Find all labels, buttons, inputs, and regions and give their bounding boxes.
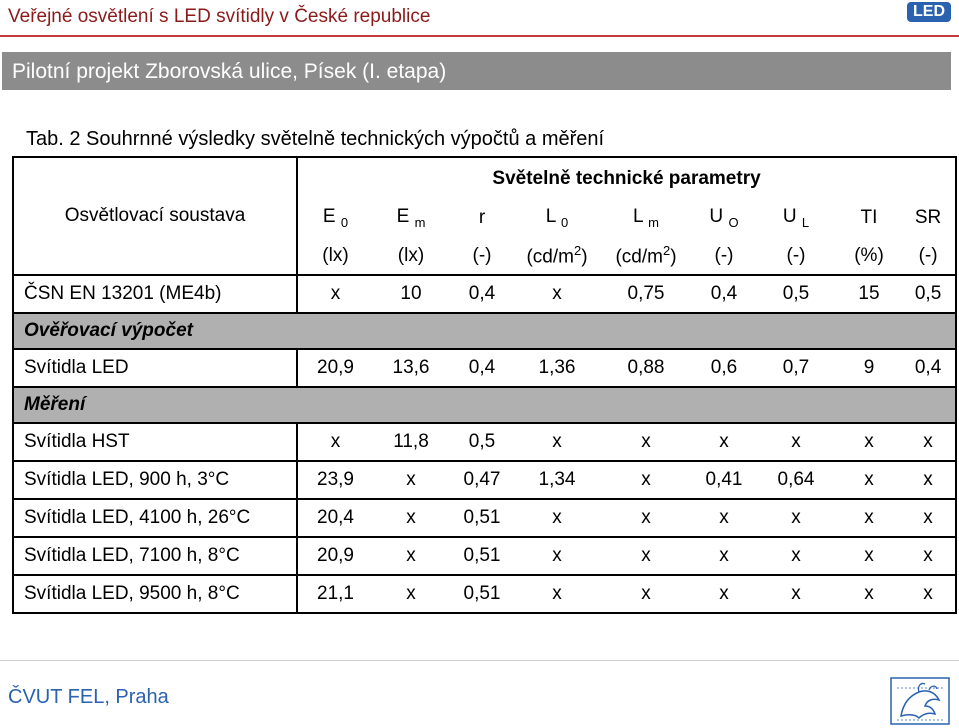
param-header-cell (297, 199, 373, 237)
footer-text: ČVUT FEL, Praha (8, 686, 169, 708)
unit-text: (-) (786, 244, 806, 266)
table-cell: x (837, 575, 901, 613)
table-row (13, 349, 956, 387)
unit-header-cell (515, 237, 599, 275)
table-cell: x (837, 499, 901, 537)
table-row (13, 461, 956, 499)
table-cell: x (901, 423, 956, 461)
table-cell: 0,75 (599, 275, 693, 313)
table-row (13, 537, 956, 575)
table-cell: 20,4 (297, 499, 373, 537)
unit-header-cell (599, 237, 693, 275)
table-cell: x (693, 537, 755, 575)
param-symbol: L (633, 206, 643, 228)
section-label: Měření (13, 387, 956, 423)
table-cell: 0,88 (599, 349, 693, 387)
table-cell: x (755, 575, 837, 613)
table-cell: x (901, 537, 956, 575)
cvut-lion-logo-icon (889, 676, 951, 726)
unit-superscript: 2 (662, 242, 671, 258)
table-cell: 23,9 (297, 461, 373, 499)
param-subscript: O (728, 214, 739, 230)
param-header-cell (449, 199, 515, 237)
results-table-wrapper (12, 156, 955, 614)
row-label: Svítidla LED, 900 h, 3°C (13, 461, 297, 499)
table-cell: 0,51 (449, 499, 515, 537)
param-header-cell (755, 199, 837, 237)
unit-text: (-) (472, 244, 492, 266)
table-cell: 0,4 (449, 349, 515, 387)
slide-title-banner (2, 52, 951, 90)
param-header-cell (515, 199, 599, 237)
param-subscript: m (648, 214, 659, 230)
table-row (13, 275, 956, 313)
table-cell: 0,5 (901, 275, 956, 313)
param-symbol: U (709, 206, 724, 228)
page-header-title: Veřejné osvětlení s LED svítidly v České republice (8, 6, 431, 27)
table-cell: x (599, 537, 693, 575)
unit-header-cell (693, 237, 755, 275)
unit-text-suffix: ) (670, 246, 677, 268)
table-cell: x (515, 423, 599, 461)
unit-header-cell (297, 237, 373, 275)
table-cell: 0,5 (449, 423, 515, 461)
param-symbol: L (545, 206, 556, 228)
results-table-body (13, 157, 956, 613)
unit-text-suffix: ) (581, 246, 588, 268)
row-label: ČSN EN 13201 (ME4b) (13, 275, 297, 313)
table-cell: x (515, 275, 599, 313)
unit-header-cell (837, 237, 901, 275)
table-cell: x (599, 499, 693, 537)
unit-header-cell (901, 237, 956, 275)
unit-text: (lx) (322, 244, 349, 266)
table-cell: x (297, 275, 373, 313)
table-row (13, 575, 956, 613)
param-subscript: m (414, 214, 426, 230)
table-cell: x (515, 499, 599, 537)
led-logo-badge: LED (907, 2, 951, 22)
unit-text: (cd/m (615, 246, 663, 268)
group-header-row (13, 157, 956, 199)
unit-header-cell (449, 237, 515, 275)
row-label: Svítidla LED, 9500 h, 8°C (13, 575, 297, 613)
table-cell: 11,8 (373, 423, 449, 461)
table-cell: x (599, 461, 693, 499)
param-header-cell (693, 199, 755, 237)
table-cell: 1,34 (515, 461, 599, 499)
table-cell: 13,6 (373, 349, 449, 387)
row-label: Svítidla LED (13, 349, 297, 387)
table-cell: x (373, 575, 449, 613)
table-cell: x (373, 499, 449, 537)
table-cell: 15 (837, 275, 901, 313)
slide-title: Pilotní projekt Zborovská ulice, Písek (I. etapa) (12, 60, 447, 83)
table-cell: x (515, 537, 599, 575)
unit-text: (-) (714, 244, 734, 266)
param-symbol: U (782, 206, 797, 228)
table-cell: 21,1 (297, 575, 373, 613)
section-row (13, 387, 956, 423)
table-cell: x (755, 499, 837, 537)
table-cell: x (599, 575, 693, 613)
table-cell: 0,41 (693, 461, 755, 499)
section-row (13, 313, 956, 349)
table-cell: x (755, 537, 837, 575)
param-header-cell (837, 199, 901, 237)
table-cell: x (755, 423, 837, 461)
table-cell: x (599, 423, 693, 461)
unit-superscript: 2 (573, 242, 582, 258)
results-table (12, 156, 957, 614)
unit-text: (lx) (397, 244, 425, 266)
row-label: Svítidla HST (13, 423, 297, 461)
table-cell: x (837, 537, 901, 575)
unit-header-cell (755, 237, 837, 275)
table-cell: x (901, 499, 956, 537)
table-cell: 0,4 (901, 349, 956, 387)
table-cell: 1,36 (515, 349, 599, 387)
table-cell: x (693, 499, 755, 537)
table-cell: 20,9 (297, 537, 373, 575)
param-symbol: SR (914, 207, 942, 228)
table-cell: x (373, 537, 449, 575)
param-symbol: E (322, 206, 336, 228)
table-cell: 0,7 (755, 349, 837, 387)
table-row (13, 423, 956, 461)
param-header-cell (901, 199, 956, 237)
table-cell: 0,4 (449, 275, 515, 313)
system-header-cell: Osvětlovací soustava (13, 157, 297, 275)
table-cell: x (373, 461, 449, 499)
header-divider (0, 35, 959, 37)
section-label: Ověřovací výpočet (13, 313, 956, 349)
footer-divider (0, 660, 959, 661)
table-cell: x (837, 423, 901, 461)
table-caption: Tab. 2 Souhrnné výsledky světelně technických výpočtů a měření (26, 128, 605, 150)
table-cell: 10 (373, 275, 449, 313)
table-cell: 0,51 (449, 537, 515, 575)
param-subscript: 0 (560, 214, 569, 230)
param-symbol: E (396, 206, 410, 228)
table-cell: 0,51 (449, 575, 515, 613)
unit-text: (-) (918, 244, 938, 266)
row-label: Svítidla LED, 7100 h, 8°C (13, 537, 297, 575)
table-cell: x (693, 575, 755, 613)
table-cell: 0,64 (755, 461, 837, 499)
table-cell: 0,4 (693, 275, 755, 313)
param-subscript: 0 (340, 214, 349, 230)
table-cell: x (297, 423, 373, 461)
table-cell: x (901, 575, 956, 613)
group-header-cell: Světelně technické parametry (492, 167, 761, 189)
param-header-cell (373, 199, 449, 237)
table-cell: x (515, 575, 599, 613)
param-symbol: r (478, 207, 486, 228)
table-cell: x (901, 461, 956, 499)
param-header-cell (599, 199, 693, 237)
table-cell: 0,6 (693, 349, 755, 387)
table-cell: x (837, 461, 901, 499)
table-cell: x (693, 423, 755, 461)
row-label: Svítidla LED, 4100 h, 26°C (13, 499, 297, 537)
table-row (13, 499, 956, 537)
param-symbol: TI (860, 207, 878, 228)
unit-text: (%) (854, 244, 884, 266)
table-cell: 0,5 (755, 275, 837, 313)
unit-text: (cd/m (526, 246, 574, 268)
table-cell: 0,47 (449, 461, 515, 499)
param-subscript: L (801, 214, 810, 230)
table-cell: 20,9 (297, 349, 373, 387)
unit-header-cell (373, 237, 449, 275)
table-cell: 9 (837, 349, 901, 387)
